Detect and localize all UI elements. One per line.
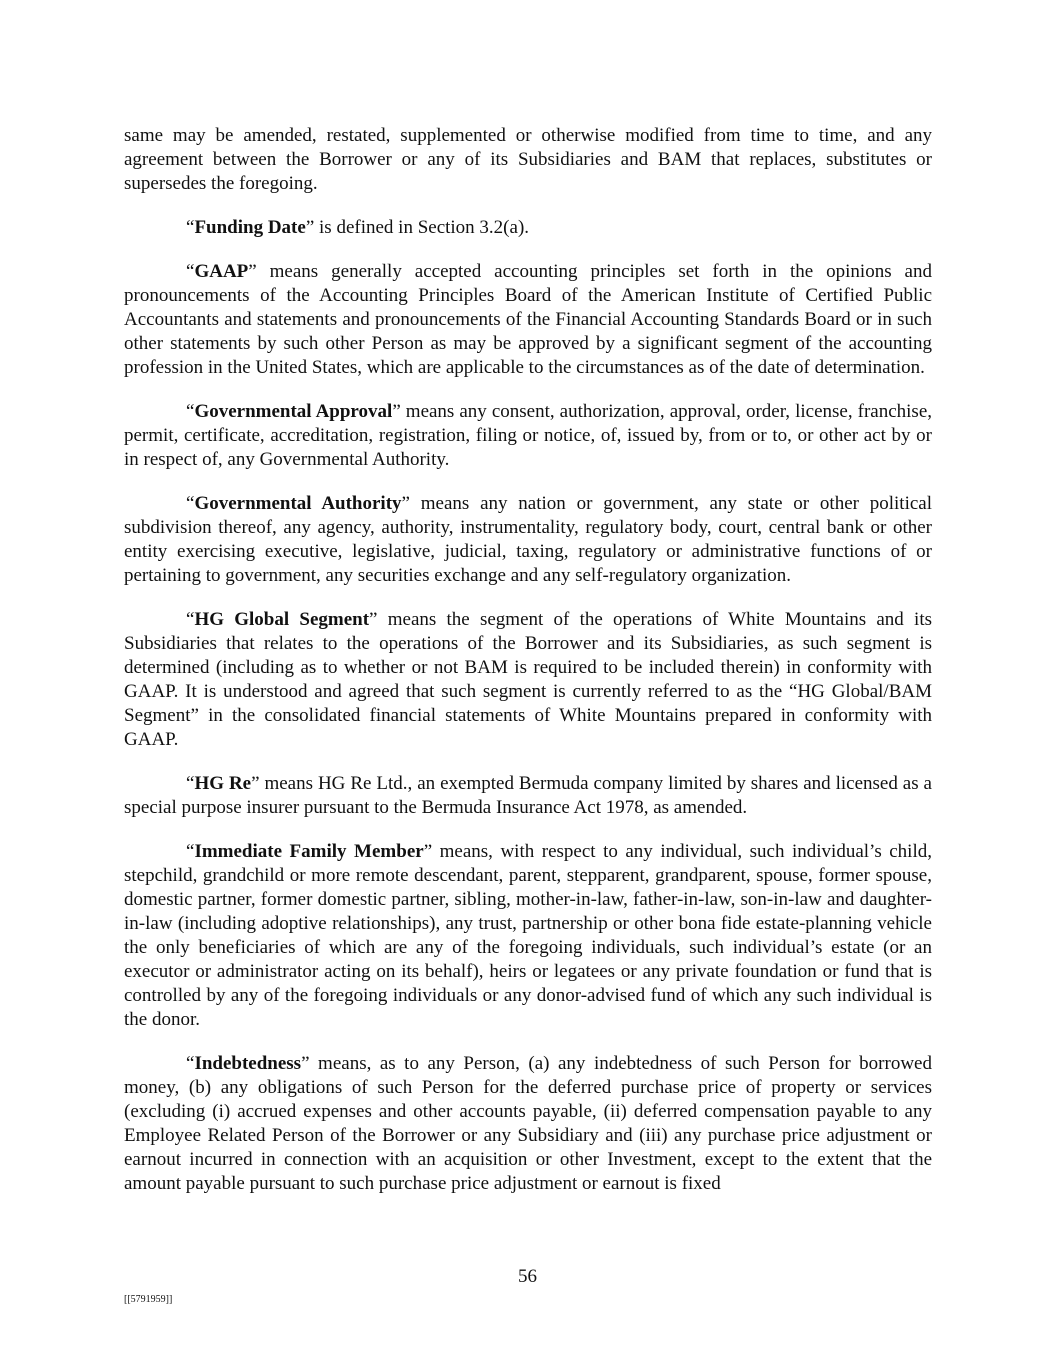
definition-text: means any consent, authorization, approval, order, license, franchise, permit, certificate, accreditation, registration, filing or notice, of, issued by, from or to, or other act by or in respect of, any Governmental Authority. (124, 401, 932, 470)
defined-term: Immediate Family Member (194, 841, 424, 862)
defined-term: GAAP (194, 261, 249, 282)
document-id: [[5791959]] (124, 1294, 173, 1305)
definition-hg-global-segment: “HG Global Segment” means the segment of the operations of White Mountains and its Subsidiaries that relates to the operations of the Borrower and its Subsidiaries, as such segment is determined (including as to whether or not BAM is required to be included therein) in conformity with GAAP. It is understood and agreed that such segment is currently referred to as the “HG Global/BAM Segment” in the consolidated financial statements of White Mountains prepared in conformity with GAAP. (124, 609, 932, 750)
definition-indebtedness: “Indebtedness” means, as to any Person, (a) any indebtedness of such Person for borrowed money, (b) any obligations of such Person for the deferred purchase price of property or services (excluding (i) accrued expenses and other accounts payable, (ii) deferred compensation payable to any Employee Related Person of the Borrower or any Subsidiary and (iii) any purchase price adjustment or earnout incurred in connection with an acquisition or other Investment, except to the extent that the amount payable pursuant to such purchase price adjustment or earnout is fixed (124, 1053, 932, 1194)
definition-text: means, as to any Person, (a) any indebtedness of such Person for borrowed money, (b) any obligations of such Person for the deferred purchase price of property or services (excluding (i) accrued expenses and other accounts payable, (ii) deferred compensation payable to any Employee Related Person of the Borrower or any Subsidiary and (iii) any purchase price adjustment or earnout incurred in connection with an acquisition or other Investment, except to the extent that the amount payable pursuant to such purchase price adjustment or earnout is fixed (124, 1053, 932, 1194)
defined-term: Governmental Approval (194, 401, 393, 422)
defined-term: Indebtedness (194, 1053, 302, 1074)
paragraph-text: same may be amended, restated, supplemented or otherwise modified from time to time, and any agreement between the Borrower or any of its Subsidiaries and BAM that replaces, substitutes or supersedes the foregoing. (124, 125, 932, 194)
defined-term: Governmental Authority (194, 493, 402, 514)
defined-term: HG Re (194, 773, 252, 794)
definition-immediate-family-member: “Immediate Family Member” means, with respect to any individual, such individual’s child, stepchild, grandchild or more remote descendant, parent, stepparent, grandparent, spouse, former spouse, domestic partner, former domestic partner, sibling, mother-in-law, father-in-law, son-in-law and daughter-in-law (including adoptive relationships), any trust, partnership or other bona fide estate-planning vehicle the only beneficiaries of which are any of the foregoing individuals, such individual’s estate (or an executor or administrator acting on its behalf), heirs or legatees or any private foundation or fund that is controlled by any of the foregoing individuals or any donor-advised fund of which any such individual is the donor. (124, 841, 932, 1030)
definition-gaap: “GAAP” means generally accepted accounting principles set forth in the opinions and pronouncements of the Accounting Principles Board of the American Institute of Certified Public Accountants and statements and pronouncements of the Financial Accounting Standards Board or in such other statements by such other Person as may be approved by a significant segment of the accounting profession in the United States, which are applicable to the circumstances as of the date of determination. (124, 261, 932, 378)
defined-term: Funding Date (194, 217, 306, 238)
definition-funding-date: “Funding Date” is defined in Section 3.2(a). (186, 217, 530, 238)
definition-governmental-authority: “Governmental Authority” means any nation or government, any state or other political subdivision thereof, any agency, authority, instrumentality, regulatory body, court, central bank or other entity exercising executive, legislative, judicial, taxing, regulatory or administrative functions of or pertaining to government, any securities exchange and any self-regulatory organization. (124, 493, 932, 586)
page-number: 56 (518, 1266, 537, 1287)
document-page (124, 124, 932, 1216)
definition-text: means HG Re Ltd., an exempted Bermuda company limited by shares and licensed as a special purpose insurer pursuant to the Bermuda Insurance Act 1978, as amended. (124, 773, 932, 818)
definition-text: means generally accepted accounting principles set forth in the opinions and pronouncements of the Accounting Principles Board of the American Institute of Certified Public Accountants and statements and pronouncements of the Financial Accounting Standards Board or in such other statements by such other Person as may be approved by a significant segment of the accounting profession in the United States, which are applicable to the circumstances as of the date of determination. (124, 261, 932, 378)
definition-text: is defined in Section 3.2(a). (314, 217, 530, 238)
continuation-paragraph (124, 124, 932, 196)
definition-text: means, with respect to any individual, such individual’s child, stepchild, grandchild or more remote descendant, parent, stepparent, grandparent, spouse, former spouse, domestic partner, former domestic partner, sibling, mother-in-law, father-in-law, son-in-law and daughter-in-law (including adoptive relationships), any trust, partnership or other bona fide estate-planning vehicle the only beneficiaries of which are any of the foregoing individuals, such individual’s estate (or an executor or administrator acting on its behalf), heirs or legatees or any private foundation or fund that is controlled by any of the foregoing individuals or any donor-advised fund of which any such individual is the donor. (124, 841, 932, 1030)
definition-governmental-approval: “Governmental Approval” means any consent, authorization, approval, order, license, franchise, permit, certificate, accreditation, registration, filing or notice, of, issued by, from or to, or other act by or in respect of, any Governmental Authority. (124, 401, 932, 470)
defined-term: HG Global Segment (194, 609, 370, 630)
definition-text: means any nation or government, any state or other political subdivision thereof, any agency, authority, instrumentality, regulatory body, court, central bank or other entity exercising executive, legislative, judicial, taxing, regulatory or administrative functions of or pertaining to government, any securities exchange and any self-regulatory organization. (124, 493, 932, 586)
definition-hg-re: “HG Re” means HG Re Ltd., an exempted Bermuda company limited by shares and licensed as a special purpose insurer pursuant to the Bermuda Insurance Act 1978, as amended. (124, 773, 932, 818)
definition-text: means the segment of the operations of White Mountains and its Subsidiaries that relates to the operations of the Borrower and its Subsidiaries, as such segment is determined (including as to whether or not BAM is required to be included therein) in conformity with GAAP. It is understood and agreed that such segment is currently referred to as the “HG Global/BAM Segment” in the consolidated financial statements of White Mountains prepared in conformity with GAAP. (124, 609, 932, 750)
